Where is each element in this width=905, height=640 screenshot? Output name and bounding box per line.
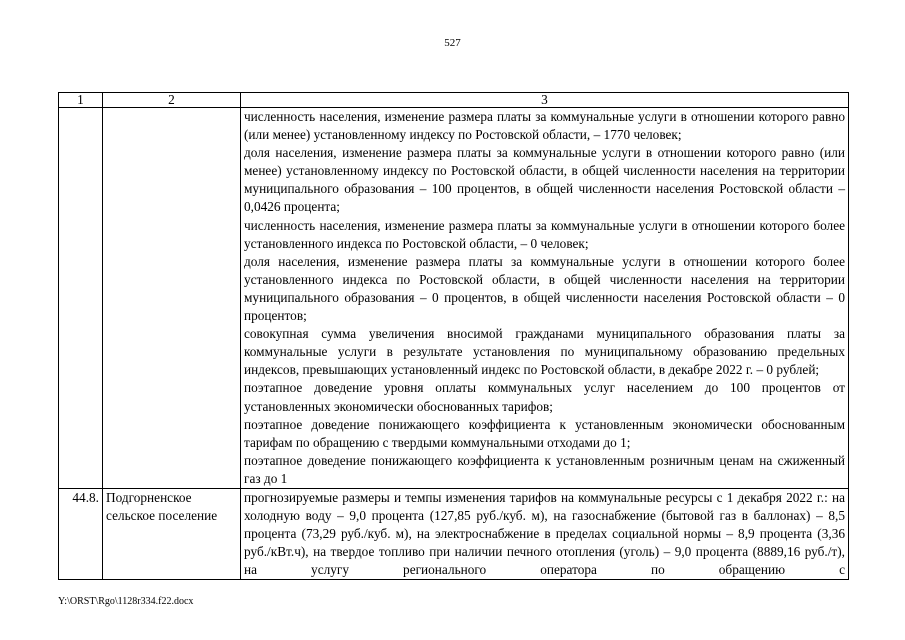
paragraph: поэтапное доведение уровня оплаты коммунальных услуг населением до 100 процентов от установленных экономически обоснованных тарифов; — [244, 380, 845, 414]
settlement-name-line-1: Подгорненское — [106, 489, 192, 505]
paragraph: поэтапное доведение понижающего коэффициента к установленным экономически обоснованным тарифам по обращению с твердыми коммунальными отходами до 1; — [244, 416, 845, 450]
paragraph: доля населения, изменение размера платы за коммунальные услуги в отношении которого более установленного индекса по Ростовской области, в общей численности населения на территории муниципального образования – 0 процентов, в общей численности населения Ростовской области – 0 процентов; — [244, 253, 845, 324]
paragraph: поэтапное доведение понижающего коэффициента к установленным розничным ценам на сжиженный газ до 1 — [244, 452, 845, 486]
page-number: 527 — [444, 37, 461, 49]
cell-name-empty — [103, 108, 241, 489]
table-header-row — [59, 93, 849, 108]
header-col-2: 2 — [103, 93, 241, 108]
paragraph: совокупная сумма увеличения вносимой гражданами муниципального образования платы за коммунальные услуги в результате установления по муниципальному образованию предельных индексов, превышающих установленный индекс по Ростовской области, в декабре 2022 г. – 0 рублей; — [244, 326, 845, 378]
paragraph: численность населения, изменение размера платы за коммунальные услуги в отношении которого более установленного индекса по Ростовской области, – 0 человек; — [244, 217, 845, 251]
settlement-name-line-2: сельское поселение — [106, 508, 218, 524]
paragraph: доля населения, изменение размера платы за коммунальные услуги в отношении которого равно (или менее) установленному индексу по Ростовской области, в общей численности населения на территории муниципального образования – 100 процентов, в общей численности населения Ростовской области – 0,0426 процента; — [244, 145, 845, 215]
paragraph: прогнозируемые размеры и темпы изменения тарифов на коммунальные ресурсы с 1 декабря 2022 г.: на холодную воду – 9,0 процента (127,85 руб./куб. м), на газоснабжение (бытовой газ в баллонах) – 8,5 процента (73,29 руб./куб. м), на электроснабжение в пределах социальной нормы – 8,9 процента (3,36 руб./кВт.ч), на твердое топливо при наличии печного отопления (уголь) – 9,0 процента (8889,16 руб./т), на услугу регионального оператора по обращению с — [244, 489, 845, 578]
table-row-44-8 — [59, 488, 849, 579]
tariff-table — [58, 92, 849, 580]
cell-continuation-text — [241, 108, 849, 489]
row-tariff-text — [241, 488, 849, 579]
row-number: 44.8. — [59, 488, 103, 579]
paragraph: численность населения, изменение размера платы за коммунальные услуги в отношении которого равно (или менее) установленному индексу по Ростовской области, – 1770 человек; — [244, 109, 845, 143]
cell-number-empty — [59, 108, 103, 489]
header-col-3: 3 — [241, 93, 849, 108]
footer-file-path: Y:\ORST\Rgo\1128r334.f22.docx — [58, 596, 194, 607]
header-col-1: 1 — [59, 93, 103, 108]
row-settlement-name — [103, 488, 241, 579]
table-row-continuation — [59, 108, 849, 489]
